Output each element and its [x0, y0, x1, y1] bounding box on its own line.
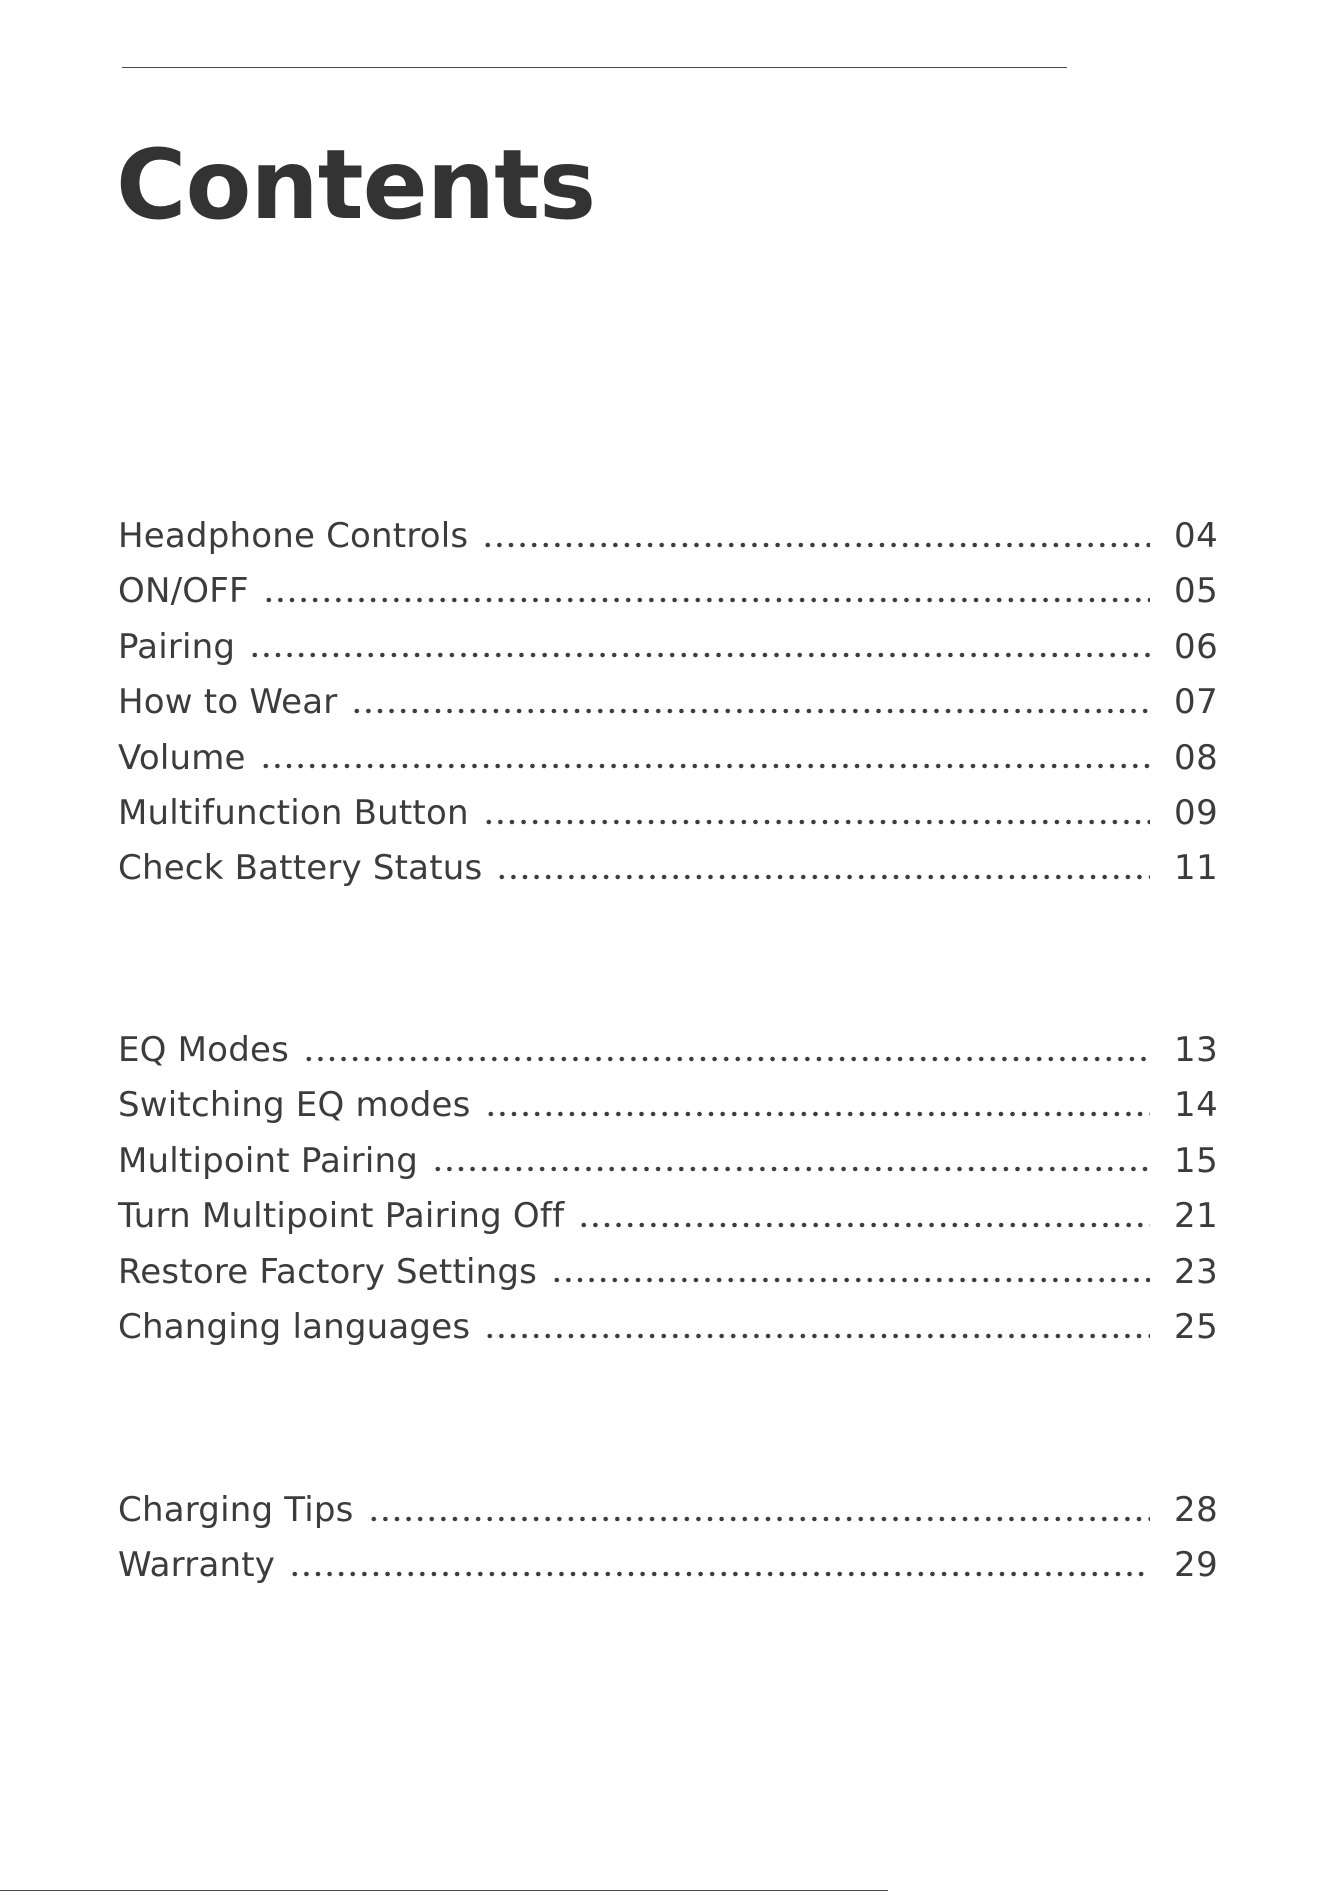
toc-entry-page: 08 [1174, 737, 1219, 778]
dot-leader [496, 874, 1150, 880]
toc-entry-charging-tips[interactable] [118, 1483, 1219, 1538]
top-divider [122, 67, 1067, 68]
dot-leader [368, 1516, 1150, 1522]
toc-group-2 [118, 1023, 1219, 1355]
toc-entry-warranty[interactable] [118, 1538, 1219, 1593]
toc-entry-label: Multipoint Pairing [118, 1140, 419, 1181]
dot-leader [485, 1111, 1150, 1117]
toc-entry-label: Turn Multipoint Pairing Off [118, 1196, 565, 1237]
toc-entry-label: Warranty [118, 1545, 276, 1586]
toc-entry-page: 29 [1174, 1545, 1219, 1586]
toc-entry-label: Multifunction Button [118, 792, 469, 833]
toc-entry-page: 15 [1174, 1140, 1219, 1181]
toc-entry-page: 28 [1174, 1490, 1219, 1530]
dot-leader [263, 597, 1150, 603]
toc-entry-page: 06 [1174, 626, 1219, 667]
toc-entry-page: 23 [1174, 1251, 1219, 1292]
toc-group-3 [118, 1483, 1219, 1594]
toc-entry-pairing[interactable] [118, 620, 1219, 675]
page-title: Contents [116, 129, 596, 241]
toc-entry-page: 13 [1174, 1030, 1219, 1070]
toc-entry-label: Headphone Controls [118, 516, 469, 556]
toc-entry-check-battery-status[interactable] [118, 841, 1219, 896]
toc-entry-restore-factory-settings[interactable] [118, 1245, 1219, 1300]
toc-entry-page: 21 [1174, 1196, 1219, 1237]
toc-entry-label: EQ Modes [118, 1030, 290, 1070]
toc-entry-label: Changing languages [118, 1306, 471, 1347]
dot-leader [260, 763, 1150, 769]
toc-entry-page: 09 [1174, 792, 1219, 833]
dot-leader [303, 1056, 1150, 1062]
dot-leader [289, 1571, 1150, 1577]
toc-entry-multipoint-pairing[interactable] [118, 1134, 1219, 1189]
toc-entry-changing-languages[interactable] [118, 1300, 1219, 1355]
toc-group-1 [118, 509, 1219, 897]
toc-entry-label: Volume [118, 737, 246, 778]
toc-entry-label: Check Battery Status [118, 848, 483, 889]
toc-entry-page: 25 [1174, 1306, 1219, 1347]
dot-leader [482, 542, 1150, 548]
toc-entry-page: 11 [1174, 848, 1219, 889]
toc-entry-switching-eq-modes[interactable] [118, 1078, 1219, 1133]
toc-entry-eq-modes[interactable] [118, 1023, 1219, 1078]
toc-entry-headphone-controls[interactable] [118, 509, 1219, 564]
toc-entry-multifunction-button[interactable] [118, 786, 1219, 841]
toc-entry-how-to-wear[interactable] [118, 675, 1219, 730]
toc-entry-on-off[interactable] [118, 564, 1219, 619]
toc-entry-label: Charging Tips [118, 1490, 354, 1530]
dot-leader [551, 1277, 1150, 1283]
dot-leader [432, 1166, 1150, 1172]
dot-leader [249, 652, 1150, 658]
toc-entry-label: How to Wear [118, 682, 338, 723]
toc-entry-page: 05 [1174, 571, 1219, 612]
dot-leader [578, 1222, 1150, 1228]
dot-leader [351, 708, 1150, 714]
toc-entry-page: 14 [1174, 1085, 1219, 1126]
toc-entry-volume[interactable] [118, 731, 1219, 786]
toc-entry-label: Pairing [118, 626, 236, 667]
toc-entry-page: 04 [1174, 516, 1219, 556]
toc-entry-label: ON/OFF [118, 571, 249, 612]
toc-entry-turn-multipoint-pairing-off[interactable] [118, 1189, 1219, 1244]
toc-entry-page: 07 [1174, 682, 1219, 723]
toc-entry-label: Switching EQ modes [118, 1085, 471, 1126]
dot-leader [483, 819, 1150, 825]
toc-entry-label: Restore Factory Settings [118, 1251, 538, 1292]
dot-leader [484, 1333, 1150, 1339]
